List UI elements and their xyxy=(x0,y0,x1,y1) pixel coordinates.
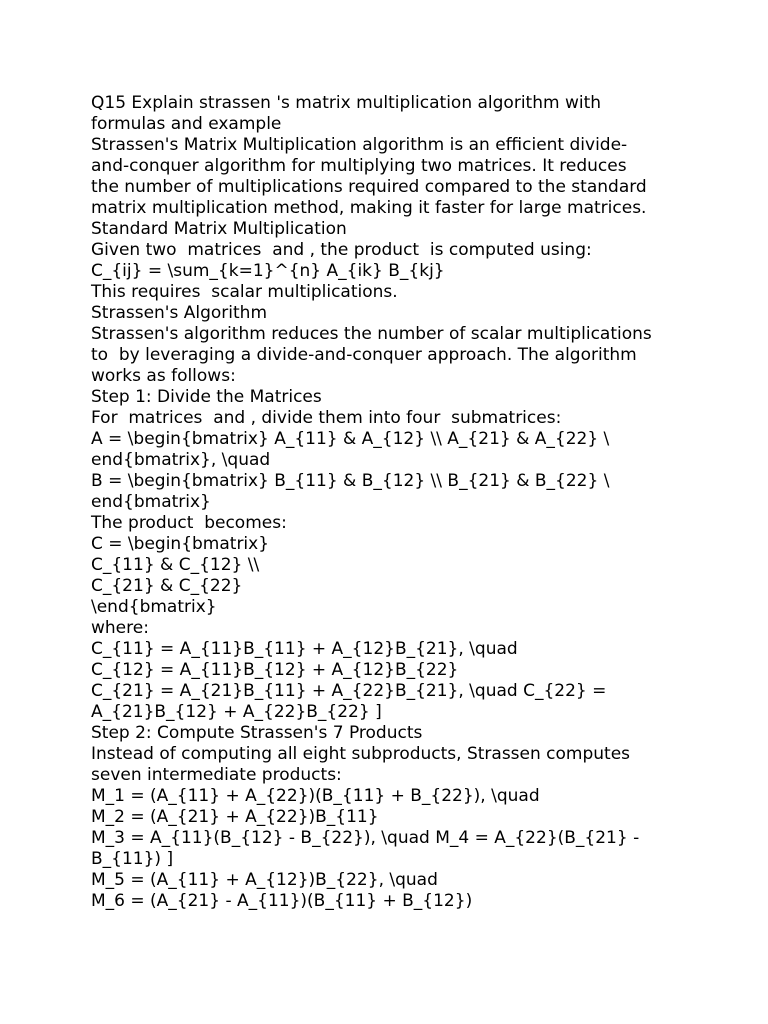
text-line: C_{11} = A_{11}B_{11} + A_{12}B_{21}, \quad xyxy=(91,639,518,659)
text-line: and-conquer algorithm for multiplying two matrices. It reduces xyxy=(91,156,627,176)
text-line: Strassen's Algorithm xyxy=(91,303,268,323)
text-line: Given two matrices and , the product is computed using: xyxy=(91,240,592,260)
text-line: Step 2: Compute Strassen's 7 Products xyxy=(91,723,423,743)
text-line: formulas and example xyxy=(91,114,282,134)
text-line: C_{12} = A_{11}B_{12} + A_{12}B_{22} xyxy=(91,660,459,680)
text-line: where: xyxy=(91,618,149,638)
text-line: M_5 = (A_{11} + A_{12})B_{22}, \quad xyxy=(91,870,438,890)
text-line: to by leveraging a divide-and-conquer approach. The algorithm xyxy=(91,345,637,365)
text-line: C_{21} & C_{22} xyxy=(91,576,243,596)
text-line: seven intermediate products: xyxy=(91,765,342,785)
text-line: B_{11}) ] xyxy=(91,849,174,869)
text-line: the number of multiplications required compared to the standard xyxy=(91,177,647,197)
text-line: C = \begin{bmatrix} xyxy=(91,534,270,554)
text-line: C_{11} & C_{12} \\ xyxy=(91,555,260,575)
text-line: matrix multiplication method, making it faster for large matrices. xyxy=(91,198,647,218)
text-line: Instead of computing all eight subproducts, Strassen computes xyxy=(91,744,631,764)
text-line: end{bmatrix} xyxy=(91,492,211,512)
text-line: M_6 = (A_{21} - A_{11})(B_{11} + B_{12}) xyxy=(91,891,473,911)
text-line: This requires scalar multiplications. xyxy=(91,282,398,302)
text-line: M_3 = A_{11}(B_{12} - B_{22}), \quad M_4 = A_{22}(B_{21} - xyxy=(91,828,640,848)
text-line: M_2 = (A_{21} + A_{22})B_{11} xyxy=(91,807,379,827)
text-line: The product becomes: xyxy=(91,513,287,533)
text-line: C_{ij} = \sum_{k=1}^{n} A_{ik} B_{kj} xyxy=(91,261,445,281)
text-line: B = \begin{bmatrix} B_{11} & B_{12} \\ B_{21} & B_{22} \ xyxy=(91,471,610,491)
text-line: \end{bmatrix} xyxy=(91,597,217,617)
text-line: C_{21} = A_{21}B_{11} + A_{22}B_{21}, \quad C_{22} = xyxy=(91,681,607,701)
text-line: M_1 = (A_{11} + A_{22})(B_{11} + B_{22}), \quad xyxy=(91,786,540,806)
text-line: Strassen's Matrix Multiplication algorithm is an efficient divide- xyxy=(91,135,628,155)
document-body xyxy=(91,93,691,912)
text-line: Q15 Explain strassen 's matrix multiplication algorithm with xyxy=(91,93,602,113)
text-line: works as follows: xyxy=(91,366,236,386)
text-line: Step 1: Divide the Matrices xyxy=(91,387,322,407)
text-line: For matrices and , divide them into four submatrices: xyxy=(91,408,562,428)
text-line: Strassen's algorithm reduces the number of scalar multiplications xyxy=(91,324,652,344)
text-line: A = \begin{bmatrix} A_{11} & A_{12} \\ A_{21} & A_{22} \ xyxy=(91,429,610,449)
text-line: end{bmatrix}, \quad xyxy=(91,450,271,470)
text-line: Standard Matrix Multiplication xyxy=(91,219,347,239)
text-line: A_{21}B_{12} + A_{22}B_{22} ] xyxy=(91,702,382,722)
